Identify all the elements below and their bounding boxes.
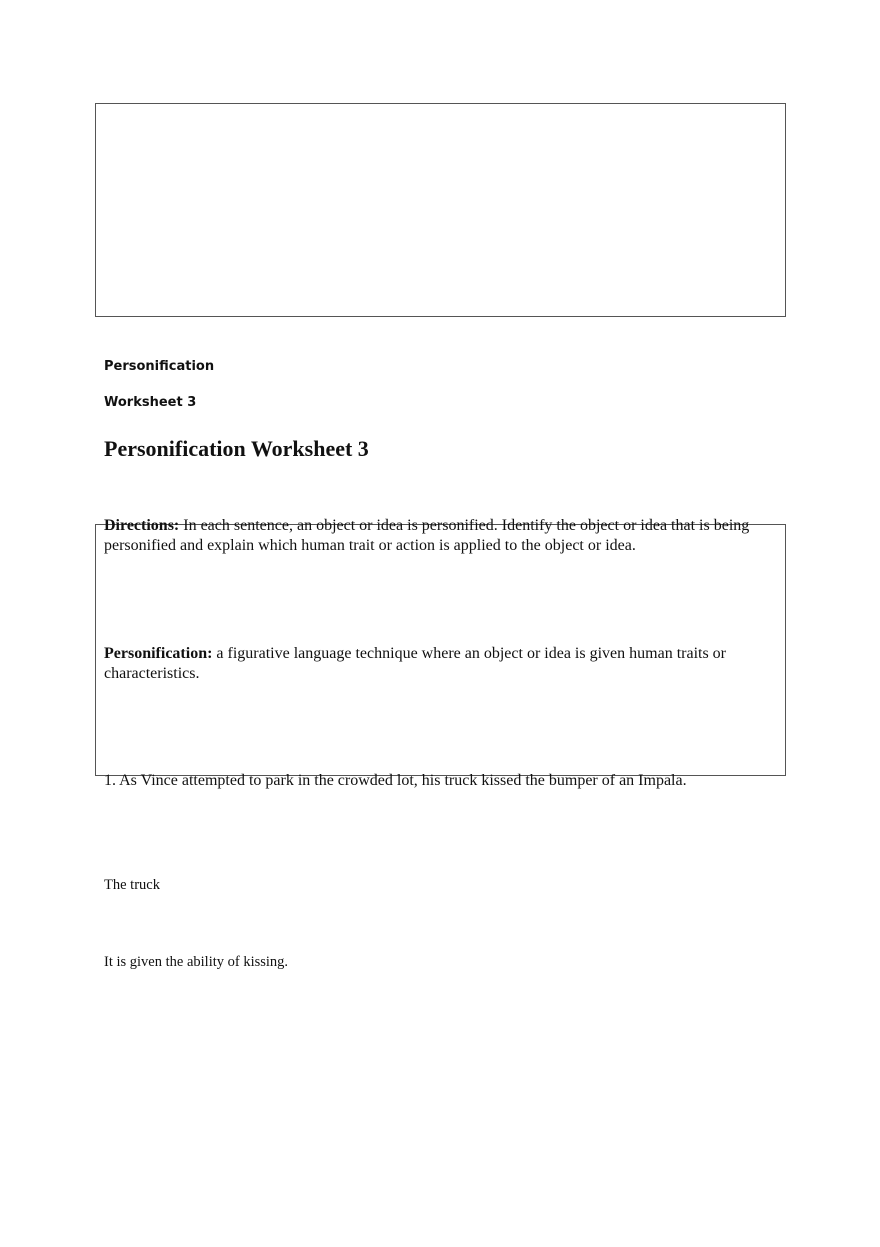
directions-paragraph (104, 516, 784, 556)
header-label-line1: Personification (104, 359, 215, 374)
header-label-line2: Worksheet 3 (104, 395, 197, 410)
definition-label: Personification: (104, 645, 213, 662)
question-1-answer-object: The truck (104, 877, 160, 893)
page-title: Personification Worksheet 3 (104, 436, 369, 461)
question-1: 1. As Vince attempted to park in the crowded lot, his truck kissed the bumper of an Impala. (104, 772, 687, 789)
definition-paragraph (104, 644, 784, 684)
directions-label: Directions: (104, 517, 180, 534)
header-image-frame (95, 103, 786, 317)
question-1-answer-trait: It is given the ability of kissing. (104, 954, 289, 970)
definition-text: a figurative language technique where an object or idea is given human traits or characteristics. (104, 645, 727, 682)
directions-text: In each sentence, an object or idea is personified. Identify the object or idea that is being personified and explain which human trait or action is applied to the object or idea. (104, 517, 750, 554)
